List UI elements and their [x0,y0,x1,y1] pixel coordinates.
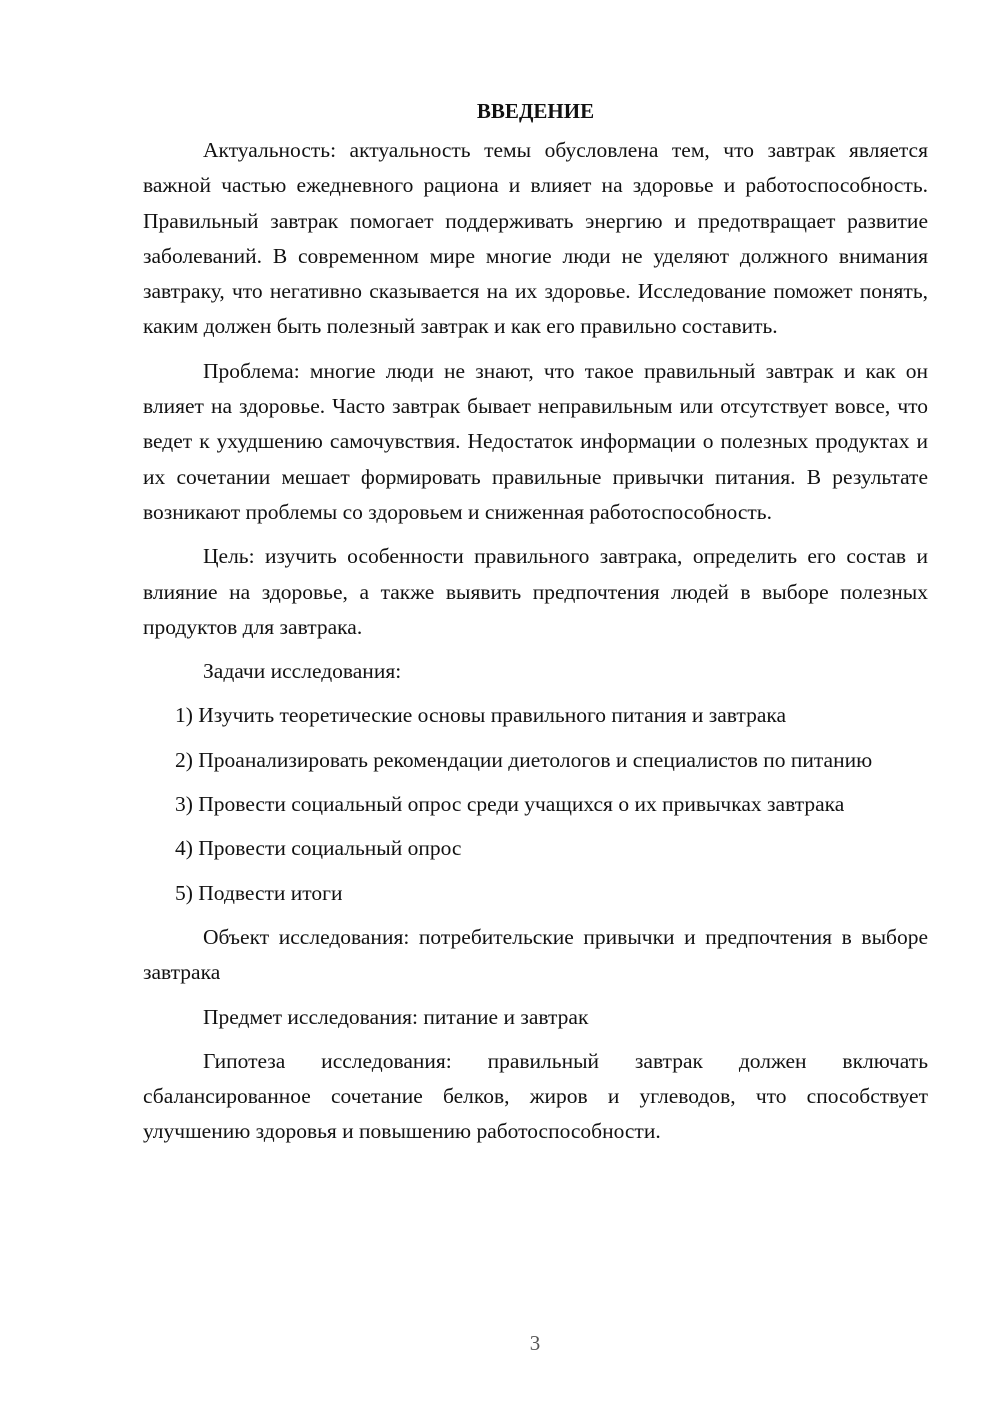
section-heading: ВВЕДЕНИЕ [476,99,595,123]
goal-paragraph: Цель: изучить особенности правильного завтрака, определить его состав и влияние на здоровье, а также выявить предпочтения людей в выборе полезных продуктов для завтрака. [143,544,928,639]
task-item-2: 2) Проанализировать рекомендации диетологов и специалистов по питанию [175,747,873,772]
tasks-title: Задачи исследования: [203,659,402,684]
task-item-4: 4) Провести социальный опрос [175,836,462,861]
task-item-3: 3) Провести социальный опрос среди учащихся о их привычках завтрака [175,792,845,817]
subject-paragraph: Предмет исследования: питание и завтрак [203,1004,589,1029]
document-page [143,93,928,1159]
task-item-5: 5) Подвести итоги [175,880,343,905]
object-paragraph: Объект исследования: потребительские привычки и предпочтения в выборе завтрака [143,924,928,985]
relevance-paragraph: Актуальность: актуальность темы обусловлена тем, что завтрак является важной частью ежедневного рациона и влияет на здоровье и работоспособность. Правильный завтрак помогает поддерживать энергию и предотвращает развитие заболеваний. В современном мире многие люди не уделяют должного внимания завтраку, что негативно сказывается на их здоровье. Исследование поможет понять, каким должен быть полезный завтрак и как его правильно составить. [143,138,928,339]
page-number: 3 [529,1331,541,1355]
problem-paragraph: Проблема: многие люди не знают, что такое правильный завтрак и как он влияет на здоровье. Часто завтрак бывает неправильным или отсутствует вовсе, что ведет к ухудшению самочувствия. Недостаток информации о полезных продуктах и их сочетании мешает формировать правильные привычки питания. В результате возникают проблемы со здоровьем и сниженная работоспособность. [143,358,928,524]
hypothesis-paragraph: Гипотеза исследования: правильный завтрак должен включать сбалансированное сочетание белков, жиров и углеводов, что способствует улучшению здоровья и повышению работоспособности. [143,1048,928,1144]
task-item-1: 1) Изучить теоретические основы правильного питания и завтрака [175,703,787,728]
